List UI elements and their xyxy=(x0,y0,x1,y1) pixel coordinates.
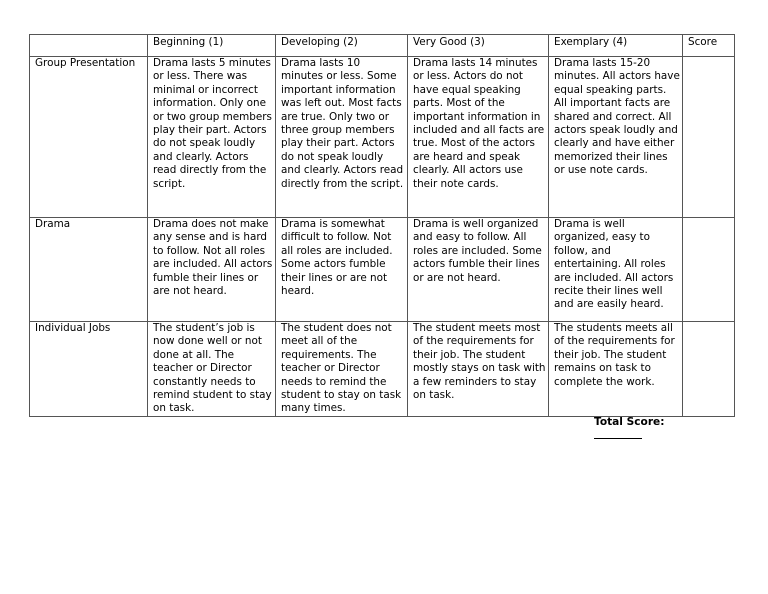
cell-very-good: Drama is well organized and easy to follow. All roles are included. Some actors fumble their lines or are not heard. xyxy=(408,218,549,322)
cell-developing: The student does not meet all of the requirements. The teacher or Director needs to remind the student to stay on task many times. xyxy=(276,322,408,417)
table-row xyxy=(30,322,735,417)
row-category: Group Presentation xyxy=(30,57,148,218)
header-beginning: Beginning (1) xyxy=(148,35,276,57)
table-row xyxy=(30,57,735,218)
cell-score xyxy=(683,57,735,218)
header-cell-empty xyxy=(30,35,148,57)
cell-score xyxy=(683,218,735,322)
row-category: Individual Jobs xyxy=(30,322,148,417)
cell-beginning: The student’s job is now done well or not done at all. The teacher or Director constantly needs to remind student to stay on task. xyxy=(148,322,276,417)
cell-beginning: Drama lasts 5 minutes or less. There was minimal or incorrect information. Only one or two group members play their part. Actors do not speak loudly and clearly. Actors read directly from the script. xyxy=(148,57,276,218)
cell-beginning: Drama does not make any sense and is hard to follow. Not all roles are included. All actors fumble their lines or are not heard. xyxy=(148,218,276,322)
table-row xyxy=(30,218,735,322)
row-category: Drama xyxy=(30,218,148,322)
cell-exemplary: Drama lasts 15-20 minutes. All actors have equal speaking parts. All important facts are shared and correct. All actors speak loudly and clearly and have either memorized their lines or use note cards. xyxy=(549,57,683,218)
rubric-table xyxy=(29,34,735,417)
header-row xyxy=(30,35,735,57)
total-score-label: Total Score: xyxy=(594,416,665,428)
header-developing: Developing (2) xyxy=(276,35,408,57)
cell-developing: Drama is somewhat difficult to follow. Not all roles are included. Some actors fumble their lines or are not heard. xyxy=(276,218,408,322)
cell-exemplary: Drama is well organized, easy to follow, and entertaining. All roles are included. All actors recite their lines well and are easily heard. xyxy=(549,218,683,322)
cell-very-good: The student meets most of the requirements for their job. The student mostly stays on task with a few reminders to stay on task. xyxy=(408,322,549,417)
cell-score xyxy=(683,322,735,417)
total-score-line xyxy=(594,438,642,439)
header-score: Score xyxy=(683,35,735,57)
header-very-good: Very Good (3) xyxy=(408,35,549,57)
cell-developing: Drama lasts 10 minutes or less. Some important information was left out. Most facts are true. Only two or three group members play their part. Actors do not speak loudly and clearly. Actors read directly from the script. xyxy=(276,57,408,218)
cell-exemplary: The students meets all of the requirements for their job. The student remains on task to complete the work. xyxy=(549,322,683,417)
header-exemplary: Exemplary (4) xyxy=(549,35,683,57)
cell-very-good: Drama lasts 14 minutes or less. Actors do not have equal speaking parts. Most of the important information in included and all facts are true. Most of the actors are heard and speak clearly. All actors use their note cards. xyxy=(408,57,549,218)
